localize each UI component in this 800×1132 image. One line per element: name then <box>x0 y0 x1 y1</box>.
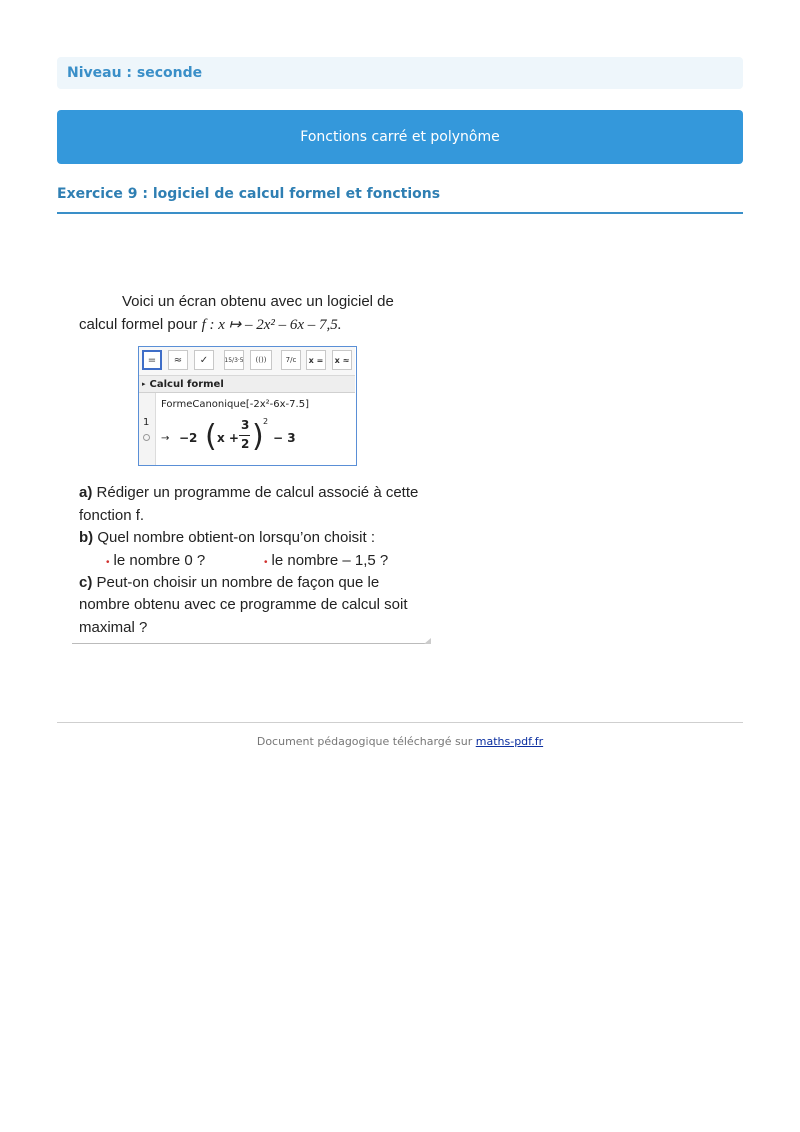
level-box <box>57 57 743 89</box>
question-b-item-1 <box>106 550 205 574</box>
close-paren: ) <box>252 419 264 454</box>
substitute-button[interactable]: 7/c <box>281 350 301 370</box>
row-marker-icon[interactable] <box>143 434 150 441</box>
output-exponent: 2 <box>263 417 269 426</box>
question-a-text: Rédiger un programme de calcul associé à cette <box>96 484 419 501</box>
question-c-text: Peut-on choisir un nombre de façon que le <box>96 574 380 591</box>
footer-divider <box>57 722 743 723</box>
output-coefficient: −2 <box>179 431 198 445</box>
question-a-line-1 <box>79 482 418 504</box>
function-definition: f : x ↦ – 2x² – 6x – 7,5. <box>201 317 342 333</box>
cas-window <box>138 346 357 466</box>
solve-numeric-button[interactable]: x ≈ <box>332 350 352 370</box>
open-paren: ( <box>205 419 217 454</box>
footer <box>57 735 743 748</box>
output-constant: − 3 <box>273 431 296 445</box>
numeric-button[interactable]: ≈ <box>168 350 188 370</box>
intro-line-1: Voici un écran obtenu avec un logiciel de <box>122 293 394 310</box>
intro-text: calcul formel pour <box>79 316 202 333</box>
exercise-scan <box>70 285 432 647</box>
cas-toolbar <box>139 347 355 376</box>
scan-page-curl <box>424 638 431 644</box>
cas-row-gutter <box>139 393 156 465</box>
cas-row-number: 1 <box>143 417 150 428</box>
question-b-label: b) <box>79 529 94 546</box>
cas-panel-header <box>139 376 355 393</box>
footer-link[interactable]: maths-pdf.fr <box>475 735 544 748</box>
factor-button[interactable]: 15/3·5 <box>224 350 244 370</box>
cas-input[interactable]: FormeCanonique[-2x²-6x-7.5] <box>161 399 309 410</box>
collapse-arrow-icon[interactable]: ▸ <box>142 380 146 388</box>
level-label: Niveau : seconde <box>67 65 203 81</box>
question-a-line-2: fonction f. <box>79 507 145 524</box>
question-a-label: a) <box>79 484 93 501</box>
chapter-title: Fonctions carré et polynôme <box>300 129 500 145</box>
fraction-denominator: 2 <box>241 437 250 451</box>
chapter-banner <box>57 110 743 164</box>
bullet-icon: • <box>264 557 268 568</box>
solve-button[interactable]: x = <box>306 350 326 370</box>
question-c-line-2: nombre obtenu avec ce programme de calcul soit <box>79 596 408 613</box>
keep-input-button[interactable]: ✓ <box>194 350 214 370</box>
question-b-item-2 <box>264 550 388 574</box>
question-b-line-1 <box>79 527 375 549</box>
footer-text: Document pédagogique téléchargé sur <box>256 735 476 748</box>
question-c-line-3: maximal ? <box>79 619 148 636</box>
cas-panel-title: Calcul formel <box>149 378 224 390</box>
b-item-1-text: le nombre 0 ? <box>113 552 206 569</box>
question-c-label: c) <box>79 574 93 591</box>
cas-output <box>161 417 351 465</box>
fraction-bar <box>239 435 250 436</box>
exercise-title: Exercice 9 : logiciel de calcul formel et fonctions <box>57 186 743 214</box>
fraction-numerator: 3 <box>241 418 250 432</box>
output-arrow-icon: → <box>161 433 170 444</box>
b-item-2-text: le nombre – 1,5 ? <box>271 552 389 569</box>
evaluate-button[interactable]: = <box>142 350 162 370</box>
output-inner: x + <box>217 431 239 445</box>
question-c-line-1 <box>79 572 379 594</box>
bullet-icon: • <box>106 557 110 568</box>
expand-button[interactable]: (()) <box>250 350 272 370</box>
question-b-text: Quel nombre obtient-on lorsqu’on choisit : <box>97 529 375 546</box>
intro-line-2 <box>79 314 342 336</box>
scan-bottom-edge <box>72 643 430 644</box>
